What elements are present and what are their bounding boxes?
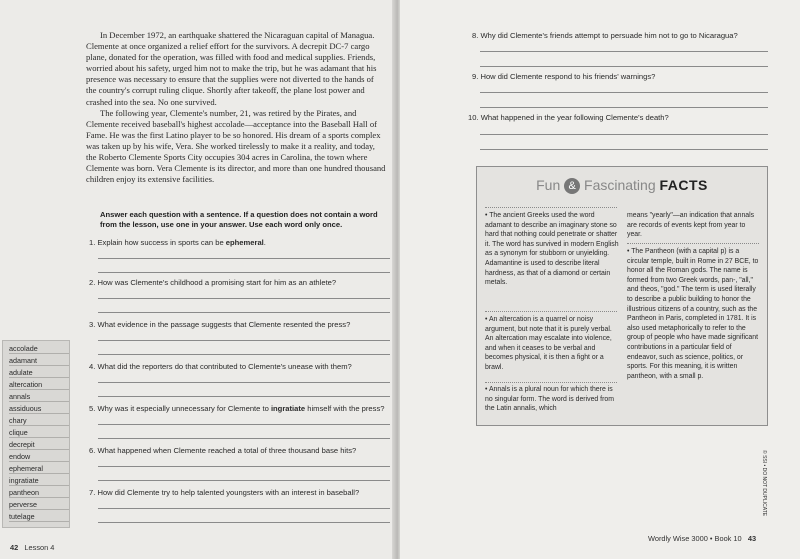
question-10: 10. What happened in the year following Clemente's death? (468, 113, 669, 122)
answer-line[interactable] (480, 149, 768, 150)
answer-line[interactable] (98, 354, 390, 355)
answer-line[interactable] (98, 382, 390, 383)
reading-passage (86, 30, 386, 185)
dotted-divider (485, 311, 617, 312)
facts-title: Fun & Fascinating FACTS (536, 177, 708, 193)
dotted-divider (627, 243, 759, 244)
ampersand-badge: & (564, 178, 580, 194)
left-page (0, 0, 396, 559)
fact-annals-continued: means "yearly"—an indication that annals are records of events kept from year to year. (627, 212, 755, 239)
answer-line[interactable] (98, 340, 390, 341)
answer-line[interactable] (480, 92, 768, 93)
answer-line[interactable] (98, 480, 390, 481)
answer-line[interactable] (98, 272, 390, 273)
word-list-item: ingratiate (9, 475, 69, 486)
word-list (2, 340, 70, 528)
word-list-item: pantheon (9, 487, 69, 498)
question-7: 7. How did Clemente try to help talented youngsters with an interest in baseball? (89, 488, 360, 497)
question-2: 2. How was Clemente's childhood a promising start for him as an athlete? (89, 278, 337, 287)
word-list-item: altercation (9, 379, 69, 390)
answer-line[interactable] (480, 134, 768, 135)
question-6: 6. What happened when Clemente reached a total of three thousand base hits? (89, 446, 357, 455)
lesson-label: Lesson 4 (24, 543, 55, 552)
question-4: 4. What did the reporters do that contributed to Clemente's unease with them? (89, 362, 352, 371)
word-list-item: chary (9, 415, 69, 426)
page-number: 42 (10, 543, 19, 552)
word-list-item: decrepit (9, 439, 69, 450)
question-3: 3. What evidence in the passage suggests that Clemente resented the press? (89, 320, 351, 329)
footer-right (648, 534, 756, 543)
passage-paragraph-2: The following year, Clemente's number, 21, was retired by the Pirates, and Clemente received baseball's highest accolade—acceptance into the Baseball Hall of Fame. He was the first Latino player to be so honored. His dream of a sports complex was taken up by his wife, Vera. She worked tirelessly to make it a reality, and today, the Roberto Clemente Sports City occupies 304 acres in Carolina, the town where Clemente was born. Vera Clemente is its director, and more than one hundred thousand children enjoy its extensive facilities. (86, 107, 386, 185)
word-list-item: endow (9, 451, 69, 462)
word-list-item: annals (9, 391, 69, 402)
page-number: 43 (747, 534, 757, 543)
book-title: Wordly Wise 3000 • Book 10 (648, 534, 742, 543)
copyright-side-note: © SSI • DO NOT DUPLICATE (761, 450, 767, 517)
passage-paragraph-1: In December 1972, an earthquake shattered the Nicaraguan capital of Managua. Clemente at once organized a relief effort for the survivors. A decrepit DC-7 cargo plane, donated for the operation, was filled with food and medical supplies. Friends, worried about his safety, urged him not to make the trip, but he was adamant that his presence was necessary to ensure that the supplies were not diverted to the hands of the country's corrupt ruling clique. Shortly after takeoff, the plane lost power and crashed into the sea. No one survived. (86, 30, 377, 107)
word-list-item: adamant (9, 355, 69, 366)
word-list-item: assiduous (9, 403, 69, 414)
answer-line[interactable] (98, 298, 390, 299)
answer-line[interactable] (480, 107, 768, 108)
question-5: 5. Why was it especially unnecessary for Clemente to ingratiate himself with the press? (89, 404, 385, 413)
fact-altercation: • An altercation is a quarrel or noisy argument, but note that it is purely verbal. An altercation may escalate into violence, and when it ceases to be verbal and becomes physical, it is then a fight or a brawl. (485, 316, 612, 371)
dotted-divider (485, 207, 617, 208)
answer-line[interactable] (98, 466, 390, 467)
word-list-item: ephemeral (9, 463, 69, 474)
word-list-item: accolade (9, 343, 69, 354)
answer-line[interactable] (98, 438, 390, 439)
dotted-divider (485, 382, 617, 383)
instructions: Answer each question with a sentence. If a question does not contain a word from the lesson, use one in your answer. Use each word only once. (100, 210, 378, 229)
word-list-item: perverse (9, 499, 69, 510)
word-list-item: clique (9, 427, 69, 438)
answer-line[interactable] (480, 66, 768, 67)
footer-left (10, 543, 54, 552)
word-list-item: adulate (9, 367, 69, 378)
answer-line[interactable] (480, 51, 768, 52)
word-list-item: tutelage (9, 511, 69, 522)
answer-line[interactable] (98, 424, 390, 425)
question-9: 9. How did Clemente respond to his friends' warnings? (472, 72, 656, 81)
answer-line[interactable] (98, 522, 390, 523)
answer-line[interactable] (98, 508, 390, 509)
answer-line[interactable] (98, 312, 390, 313)
fact-annals: • Annals is a plural noun for which there is no singular form. The word is derived from the Latin annalis, which (485, 386, 614, 413)
fun-facts-box (476, 166, 768, 426)
question-8: 8. Why did Clemente's friends attempt to persuade him not to go to Nicaragua? (472, 31, 738, 40)
answer-line[interactable] (98, 396, 390, 397)
question-1: 1. Explain how success in sports can be ephemeral. (89, 238, 266, 247)
answer-line[interactable] (98, 258, 390, 259)
fact-pantheon: • The Pantheon (with a capital p) is a circular temple, built in Rome in 27 BCE, to honor all the Roman gods. The name is formed from two Greek words, pan-, "all," and theos, "god." The term is used literally to describe a public building to honor the illustrious citizens of a country, such as the Pantheon in Paris, completed in 1781. It is also used metaphorically to refer to the group of people who have made significant contributions in a particular field of endeavor, such as science, politics, or sports. For this meaning, it is written pantheon, with a small p. (627, 248, 759, 380)
fact-adamant: • The ancient Greeks used the word adamant to describe an imaginary stone so hard that nothing could penetrate or shatter it. The word has survived in modern English as a synonym for stubborn or unyielding. Adamantine is used to describe literal hardness, as that of a diamond or certain metals. (485, 212, 619, 287)
